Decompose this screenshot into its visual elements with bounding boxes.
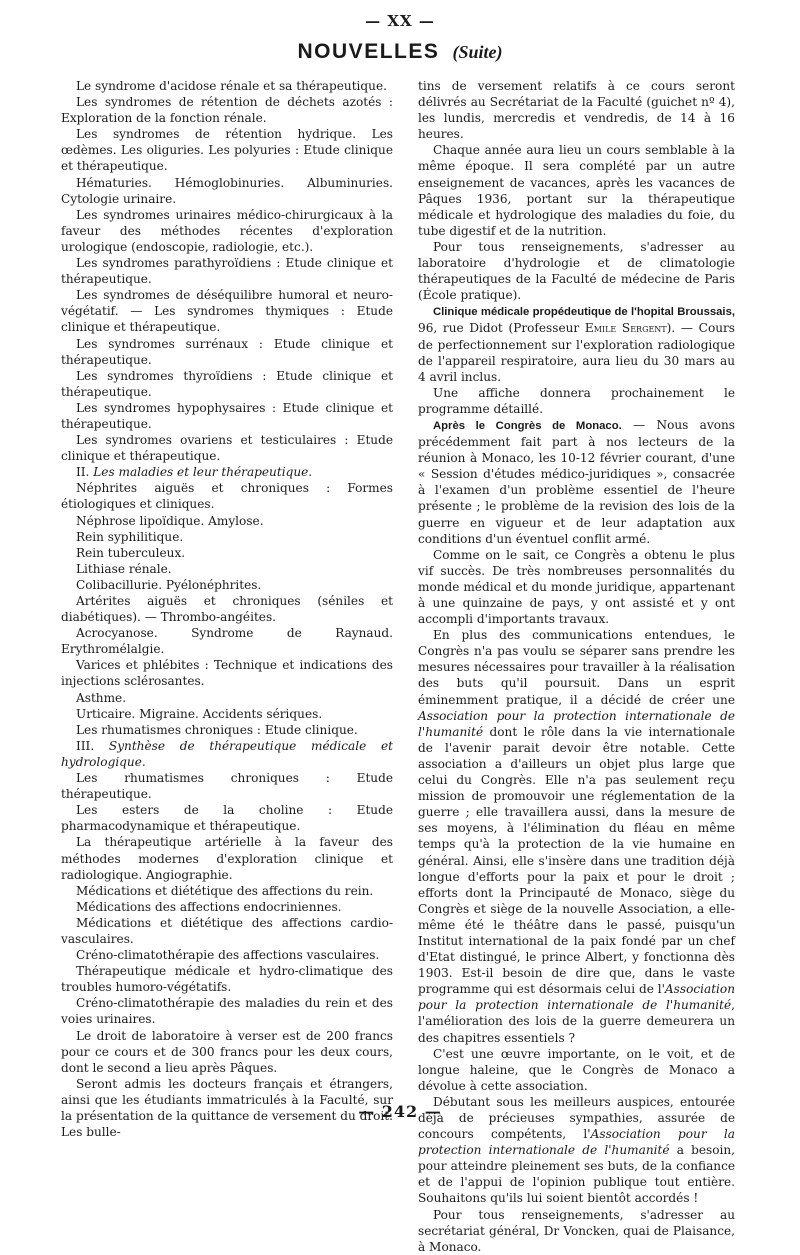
paragraph: Urticaire. Migraine. Accidents sériques.	[76, 706, 323, 721]
association-name: Association pour la protection internationale de l'humanité	[418, 1127, 735, 1158]
right-column	[418, 78, 735, 1255]
paragraph: Chaque année aura lieu un cours semblable à la même époque. Il sera complété par un autre enseignement de vacances, après les vacances de Pâques 1936, portant sur la thérapeutique médicale et hydrologique des maladies du foie, du tube digestif et de la nutrition.	[418, 143, 735, 238]
paragraph: Les rhumatismes chroniques : Etude clinique.	[76, 722, 358, 737]
paragraph: Les esters de la choline : Etude pharmacodynamique et thérapeutique.	[61, 803, 393, 834]
paragraph: Comme on le sait, ce Congrès a obtenu le plus vif succès. De très nombreuses personnalités du monde médical et du monde juridique, appartenant à une quinzaine de pays, y ont assisté et y ont accompli d'importants travaux.	[418, 547, 735, 627]
paragraph: Le syndrome d'acidose rénale et sa thérapeutique.	[76, 79, 387, 93]
text-run: ). — Cours de perfectionnement sur l'exploration radiologique de l'appareil respiratoire, aura lieu du 30 mars au 4 avril inclus.	[418, 321, 735, 384]
professor-name: Emile Sergent	[584, 321, 667, 336]
roman-folio: — XX —	[365, 12, 435, 30]
text-run: dont le rôle dans la vie internationale de l'avenir parait devoir être notable. Cette association a d'ailleurs un objet plus large que celui du Congrès. Elle n'a pas seulement reçu mission de promouvoir une réglementation de la guerre ; elle travaillera aussi, dans la mesure de ses moyens, à l'élimination du fléau en même temps qu'à la protection de la vie humaine en général. Ainsi, elle s'insère dans une tradition déjà longue d'efforts pour la paix et pour le droit ; efforts dont la Principauté de Monaco, siège du Congrès et siège de la nouvelle Association, a elle-même été le théâtre dans le passé, puisqu'un Institut international de la paix fondé par un chef d'Etat distingué, le prince Albert, y fonctionna dès 1903. Est-il besoin de dire que, dans le vaste programme qui est désormais celui de l'	[418, 724, 735, 997]
text-run: 96, rue Didot (Professeur	[418, 321, 585, 336]
page-number: — 242 —	[358, 1102, 442, 1121]
paragraph: Acrocyanose. Syndrome de Raynaud. Erythromélalgie.	[61, 626, 393, 657]
text-run: , l'amélioration des lois de la guerre demeurera un des chapitres essentiels ?	[418, 998, 735, 1045]
paragraph: Seront admis les docteurs français et étrangers, ainsi que les étudiants immatriculés à la Faculté, sur la présentation de la quittance de versement du droit. Les bulle-	[61, 1076, 393, 1140]
clinic-announcement	[418, 303, 735, 384]
paragraph: Créno-climatothérapie des affections vasculaires.	[76, 948, 380, 963]
text-run: a besoin, pour atteindre pleinement ses buts, de la confiance et de l'appui de l'opinion publique tout entière. Souhaitons qu'ils lui soient bientôt accordés !	[418, 1143, 735, 1206]
heading-italic: Synthèse de thérapeutique médicale et hydrologique.	[61, 738, 393, 769]
paragraph: Une affiche donnera prochainement le programme détaillé.	[418, 385, 735, 416]
paragraph: Les syndromes parathyroïdiens : Etude clinique et thérapeutique.	[61, 256, 393, 287]
section-title	[0, 40, 800, 64]
paragraph: Les syndromes ovariens et testiculaires : Etude clinique et thérapeutique.	[61, 433, 393, 464]
paragraph: Varices et phlébites : Technique et indications des injections sclérosantes.	[61, 658, 393, 689]
paragraph: Thérapeutique médicale et hydro-climatique des troubles humoro-végétatifs.	[61, 964, 393, 995]
paragraph: Les syndromes de rétention de déchets azotés : Exploration de la fonction rénale.	[61, 95, 393, 126]
paragraph: Médications et diététique des affections du rein.	[76, 883, 374, 898]
paragraph: Pour tous renseignements, s'adresser au laboratoire d'hydrologie et de climatologie thérapeutiques de la Faculté de médecine de Paris (École pratique).	[418, 239, 735, 303]
paragraph: Les syndromes de rétention hydrique. Les œdèmes. Les oliguries. Les polyuries : Etude clinique et thérapeutique.	[61, 127, 393, 174]
paragraph: Rein syphilitique.	[76, 529, 184, 544]
paragraph: Médications et diététique des affections cardio-vasculaires.	[61, 915, 393, 946]
section-heading-ii	[61, 464, 393, 480]
paragraph: Les syndromes surrénaux : Etude clinique et thérapeutique.	[61, 336, 393, 367]
paragraph: La thérapeutique artérielle à la faveur des méthodes modernes d'exploration clinique et radiologique. Angiographie.	[61, 835, 393, 882]
paragraph: Néphrose lipoïdique. Amylose.	[76, 513, 264, 528]
text-run: — Nous avons précédemment fait part à nos lecteurs de la réunion à Monaco, les 10-12 février courant, d'une « Session d'études médico-juridiques », consacrée à l'examen d'un problème essentiel de l'heure présente ; le problème de la revision des lois de la guerre en vigueur et de leur adaptation aux conditions d'un éventuel conflit armé.	[418, 417, 735, 546]
heading-italic: Les maladies et leur thérapeutique.	[93, 465, 313, 480]
heading-number: III.	[76, 738, 109, 753]
text-run: Débutant sous les meilleurs auspices, entourée déjà de précieuses sympathies, assurée de concours compétents, l'	[418, 1094, 735, 1142]
paragraph: Les syndromes urinaires médico-chirurgicaux à la faveur des méthodes récentes d'exploration urologique (endoscopie, radiologie, etc.).	[61, 207, 393, 254]
paragraph: Lithiase rénale.	[76, 561, 172, 576]
paragraph: Les rhumatismes chroniques : Etude thérapeutique.	[61, 771, 393, 802]
section-heading-iii	[61, 738, 393, 770]
paragraph: Asthme.	[76, 690, 127, 705]
heading-number: II.	[76, 465, 94, 480]
paragraph: Néphrites aiguës et chroniques : Formes étiologiques et cliniques.	[61, 481, 393, 512]
paragraph: Le droit de laboratoire à verser est de 200 francs pour ce cours et de 300 francs pour les deux cours, dont le second a lieu après Pâques.	[61, 1028, 393, 1075]
monaco-heading: Après le Congrès de Monaco.	[433, 419, 622, 432]
paragraph: Les syndromes de déséquilibre humoral et neuro-végétatif. — Les syndromes thymiques : Etude clinique et thérapeutique.	[61, 288, 393, 335]
paragraph: Médications des affections endocriniennes.	[76, 899, 342, 914]
association-name: Association pour la protection internationale de l'humanité	[418, 982, 735, 1013]
paragraph: Créno-climatothérapie des maladies du rein et des voies urinaires.	[61, 996, 393, 1027]
title-subtitle: (Suite)	[452, 42, 503, 62]
paragraph: Les syndromes thyroïdiens : Etude clinique et thérapeutique.	[61, 368, 393, 399]
paragraph: Rein tuberculeux.	[76, 545, 186, 560]
paragraph: C'est une œuvre importante, on le voit, et de longue haleine, que le Congrès de Monaco a dévolue à cette association.	[418, 1046, 735, 1093]
monaco-announcement	[418, 417, 735, 547]
paragraph: tins de versement relatifs à ce cours seront délivrés au Secrétariat de la Faculté (guichet nº 4), les lundis, mercredis et vendredis, de 14 à 16 heures.	[418, 79, 735, 142]
paragraph	[418, 627, 735, 1045]
clinic-heading: Clinique médicale propédeutique de l'hopital Broussais,	[433, 306, 735, 319]
paragraph: Hématuries. Hémoglobinuries. Albuminuries. Cytologie urinaire.	[61, 175, 393, 206]
association-name: Association pour la protection internationale de l'humanité	[418, 708, 735, 739]
title-main: NOUVELLES	[297, 40, 440, 63]
paragraph: Colibacillurie. Pyélonéphrites.	[76, 577, 262, 592]
paragraph: Artérites aiguës et chroniques (séniles et diabétiques). — Thrombo-angéites.	[61, 594, 393, 625]
paragraph: Les syndromes hypophysaires : Etude clinique et thérapeutique.	[61, 400, 393, 431]
paragraph: Pour tous renseignements, s'adresser au secrétariat général, Dr Voncken, quai de Plaisance, à Monaco.	[418, 1207, 735, 1254]
text-run: En plus des communications entendues, le Congrès n'a pas voulu se séparer sans prendre les mesures nécessaires pour travailler à la réalisation des buts qu'il poursuit. Dans un esprit éminemment pratique, il a décidé de créer une	[418, 628, 735, 707]
left-column	[61, 78, 393, 1140]
